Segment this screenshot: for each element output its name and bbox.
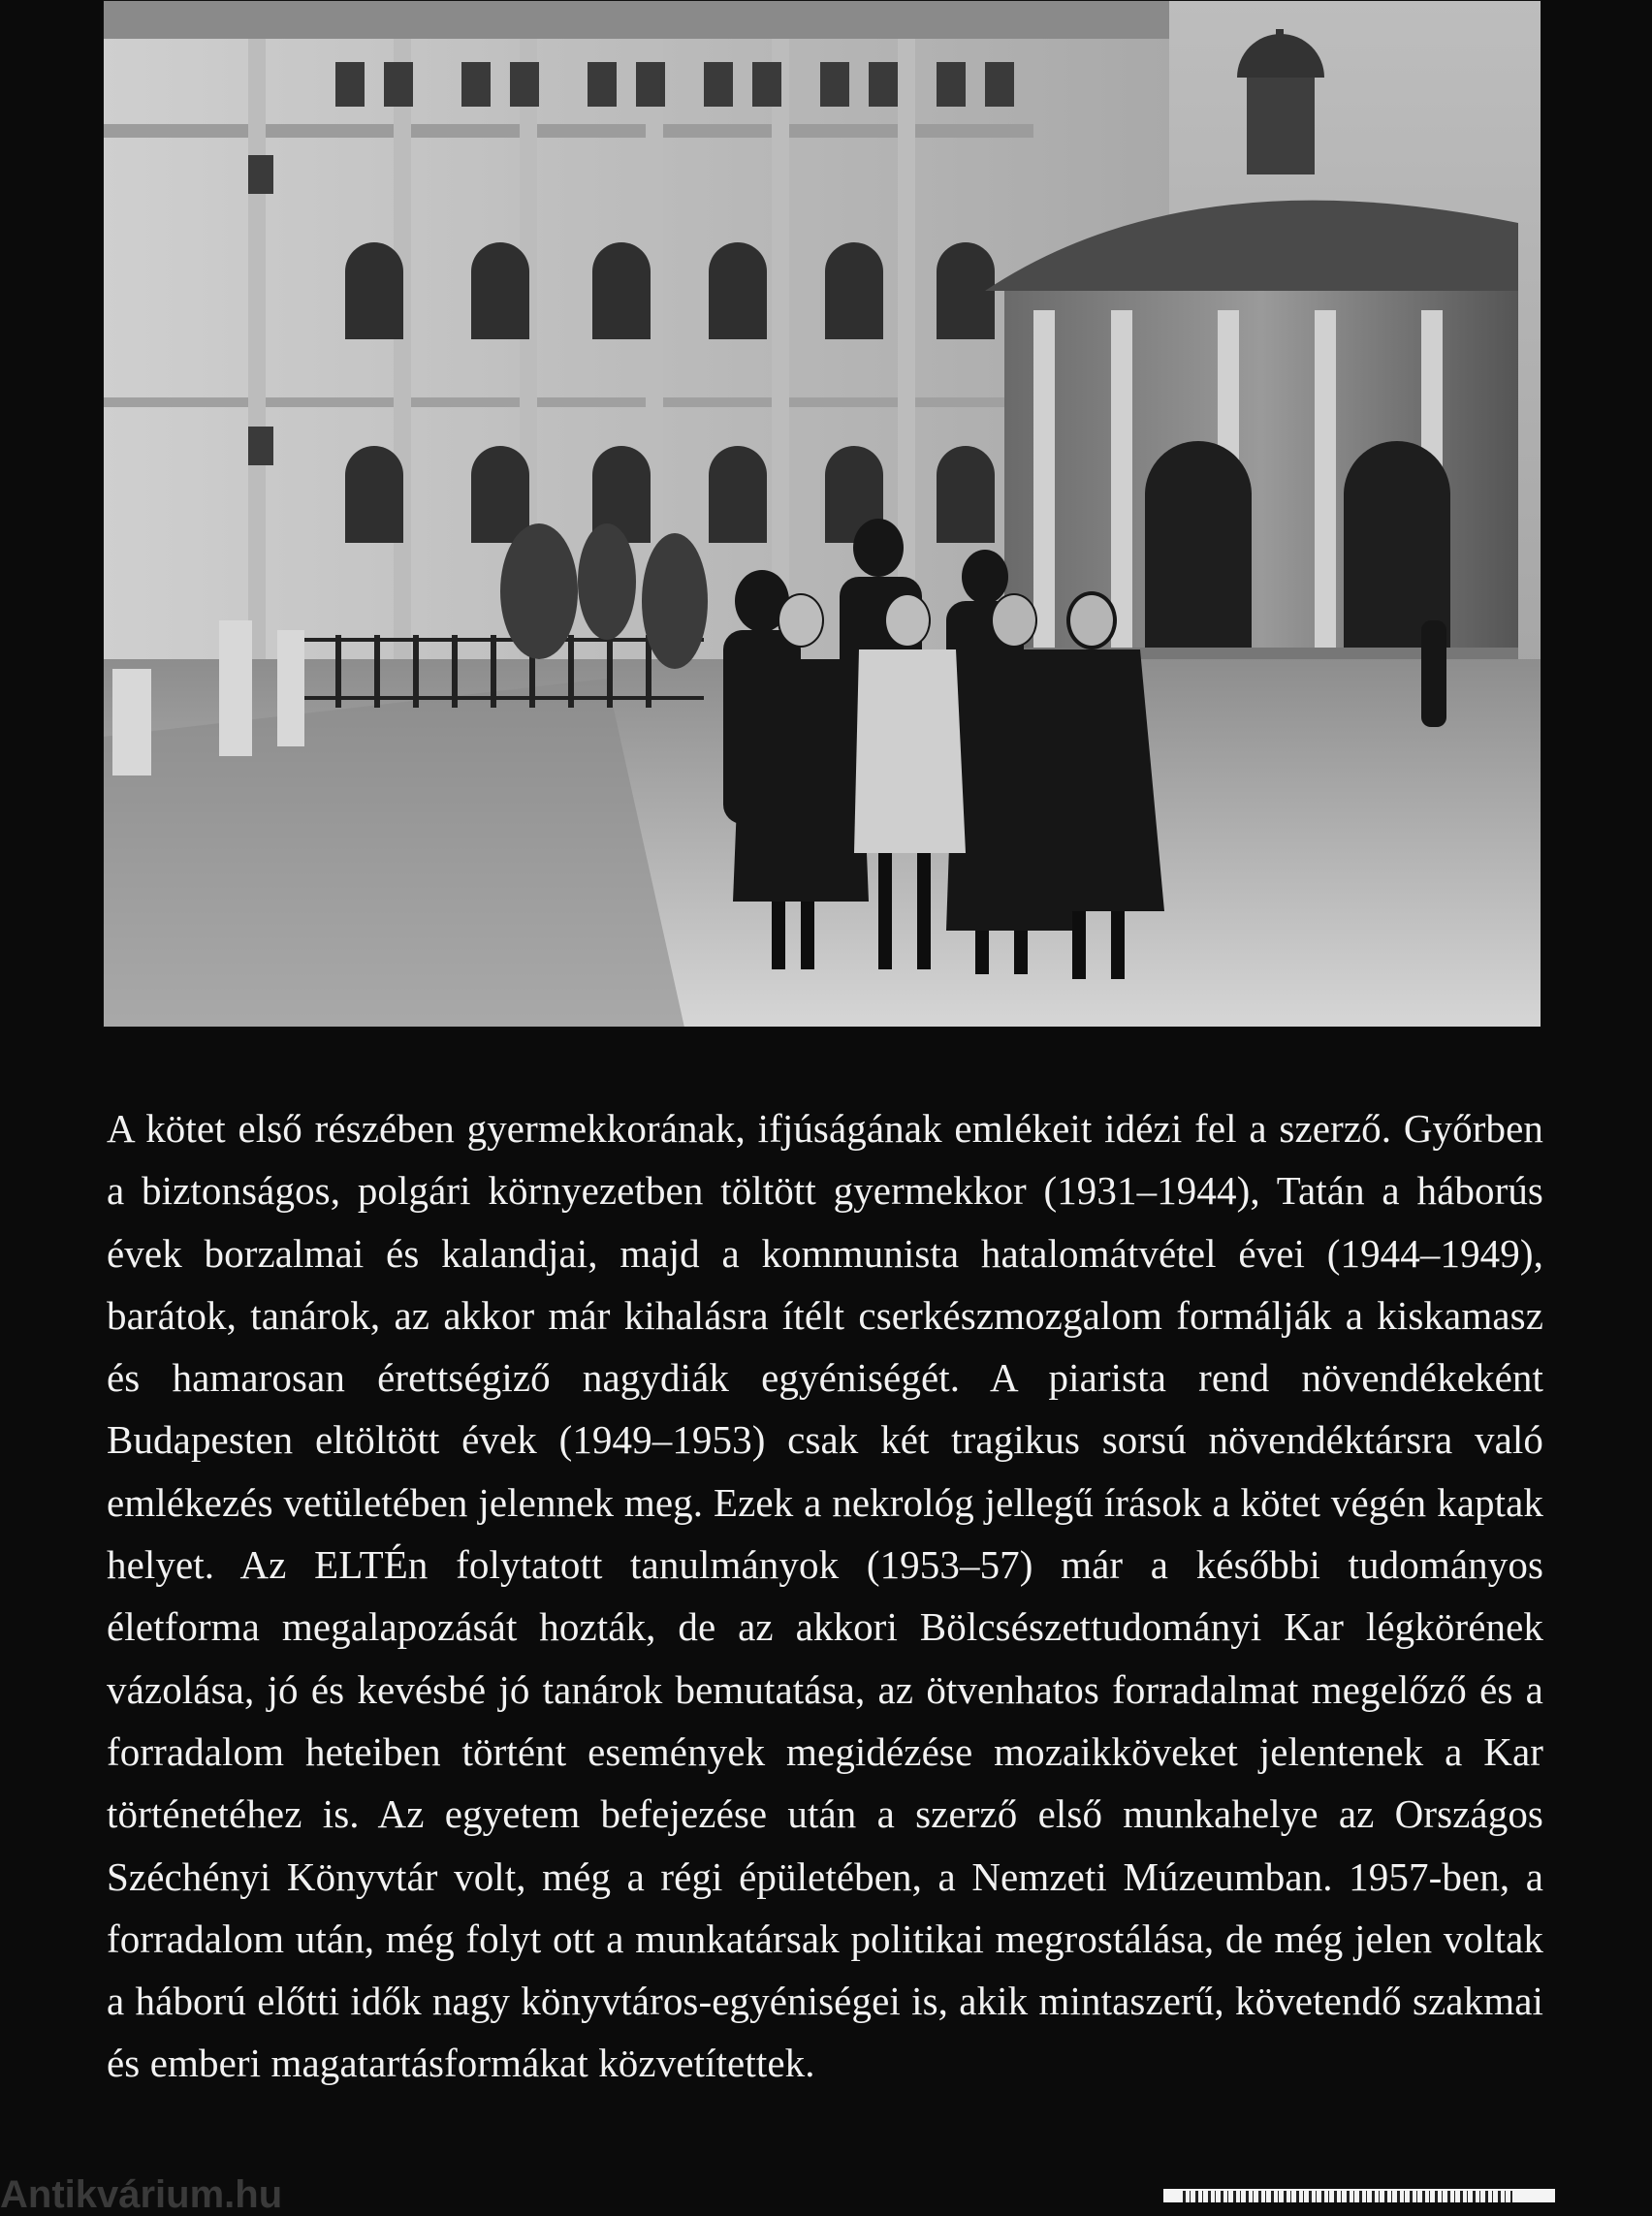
watermark: Antikvárium.hu: [0, 2173, 283, 2216]
body-paragraph: A kötet első részében gyermekkorának, ifjúságának emlékeit idézi fel a szerző. Győrben a biztonságos, polgári környezetben töltött gyermekkor (1931–1944), Tatán a háborús évek borzalmai és kalandjai, majd a kommunista hatalomátvétel évei (1944–1949), barátok, tanárok, az akkor már kihalásra ítélt cserkészmozgalom formálják a kiskamasz és hamarosan érettségiző nagydiák egyéniségét. A piarista rend növendékeként Budapesten eltöltött évek (1949–1953) csak két tragikus sorsú növendéktársra való emlékezés vetületében jelennek meg. Ezek a nekrológ jellegű írások a kötet végén kaptak helyet. Az ELTÉn folytatott tanulmányok (1953–57) már a későbbi tudományos életforma megalapozását hozták, de az akkori Bölcsészettudományi Kar légkörének vázolása, jó és kevésbé jó tanárok bemutatása, az ötvenhatos forradalmat megelőző és a forradalom heteiben történt események megidézése mozaikköveket jelentenek a Kar történetéhez is. Az egyetem befejezése után a szerző első munkahelye az Országos Széchényi Könyvtár volt, még a régi épületében, a Nemzeti Múzeumban. 1957-ben, a forradalom után, még folyt ott a munkatársak politikai megrostálása, de még jelen voltak a háború előtti idők nagy könyvtáros-egyéniségei is, akik mintaszerű, követendő szakmai és emberi magatartásformákat közvetítettek.: [107, 1106, 1543, 2086]
photo-illustration: [103, 0, 1541, 1028]
barcode-label: [1163, 2189, 1555, 2202]
barcode-bars: [1183, 2191, 1512, 2202]
body-text: [107, 1097, 1543, 2095]
cover-photo: [103, 0, 1541, 1028]
